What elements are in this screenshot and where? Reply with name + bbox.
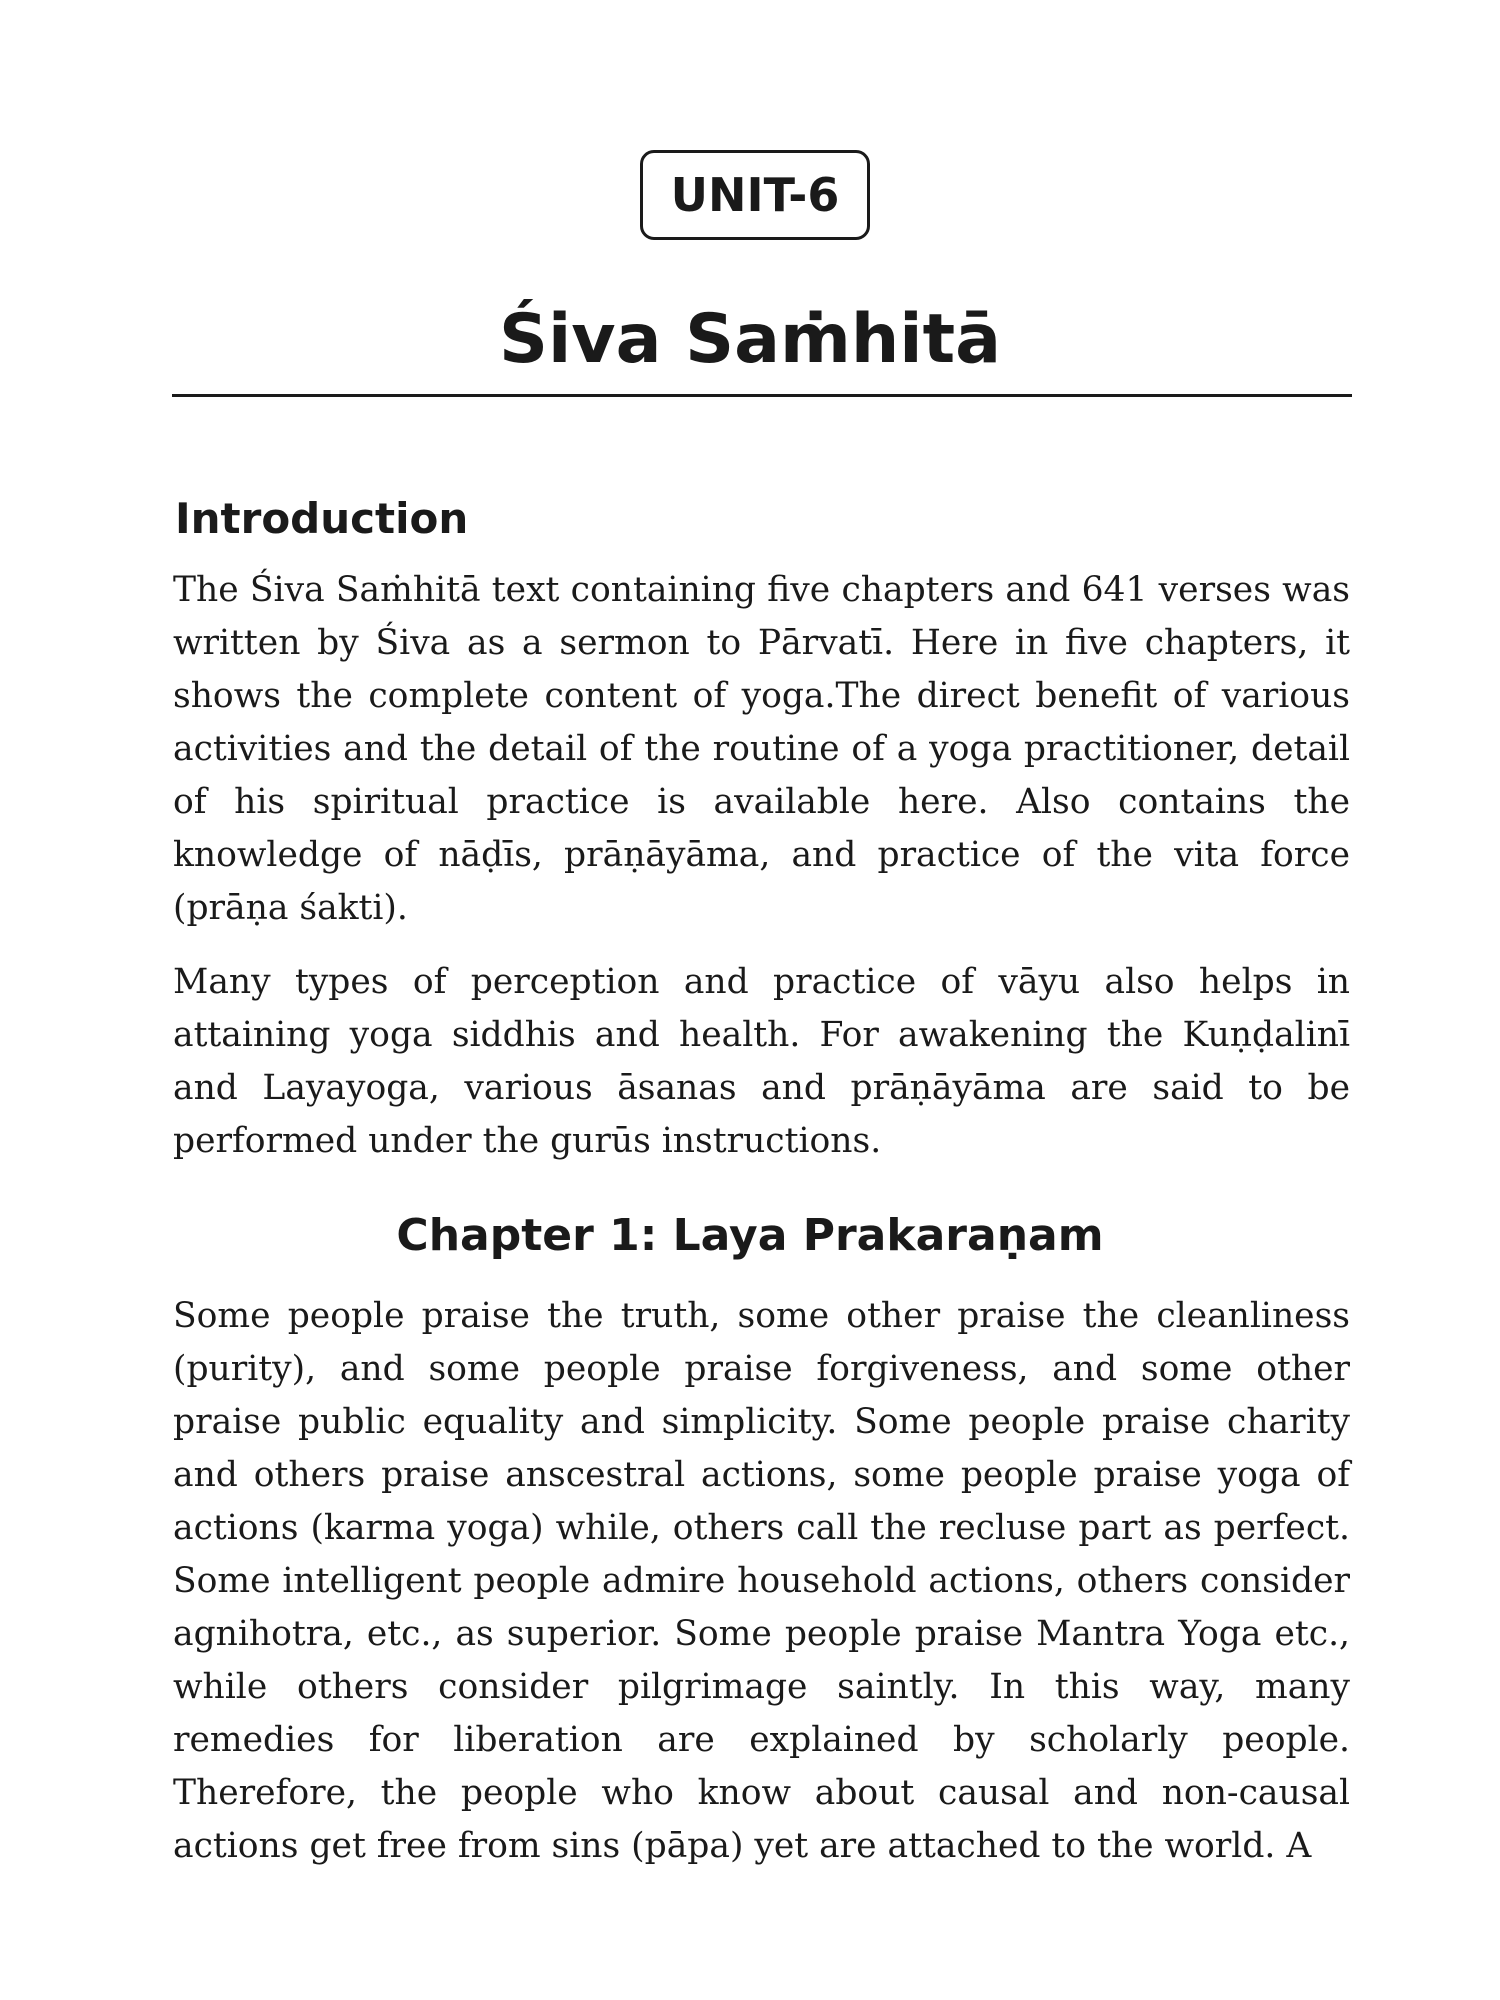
- page-title: Śiva Saṁhitā: [499, 300, 1001, 379]
- introduction-paragraph-1: The Śiva Saṁhitā text containing five chapters and 641 verses was written by Śiva as a sermon to Pārvatī. Here in five chapters, it shows the complete content of yoga.The direct benefit of various activities and the detail of the routine of a yoga practitioner, detail of his spiritual practice is available here. Also contains the knowledge of nāḍīs, prāṇāyāma, and practice of the vita force (prāṇa śakti).: [173, 570, 1350, 928]
- introduction-heading: Introduction: [175, 494, 469, 543]
- unit-label: UNIT-6: [670, 168, 840, 222]
- introduction-paragraph-2: Many types of perception and practice of vāyu also helps in attaining yoga siddhis and health. For awakening the Kuṇḍalinī and Layayoga, various āsanas and prāṇāyāma are said to be performed under the gurūs instructions.: [173, 962, 1350, 1161]
- chapter-1-heading: Chapter 1: Laya Prakaraṇam: [396, 1210, 1104, 1261]
- unit-label-box: [640, 150, 870, 240]
- title-divider: [172, 394, 1352, 397]
- chapter-1-paragraph: Some people praise the truth, some other praise the cleanliness (purity), and some people praise forgiveness, and some other praise public equality and simplicity. Some people praise charity and others praise anscestral actions, some people praise yoga of actions (karma yoga) while, others call the recluse part as perfect. Some intelligent people admire household actions, others consider agnihotra, etc., as superior. Some people praise Mantra Yoga etc., while others consider pilgrimage saintly. In this way, many remedies for liberation are explained by scholarly people. Therefore, the people who know about causal and non-causal actions get free from sins (pāpa) yet are attached to the world. A: [173, 1296, 1350, 1866]
